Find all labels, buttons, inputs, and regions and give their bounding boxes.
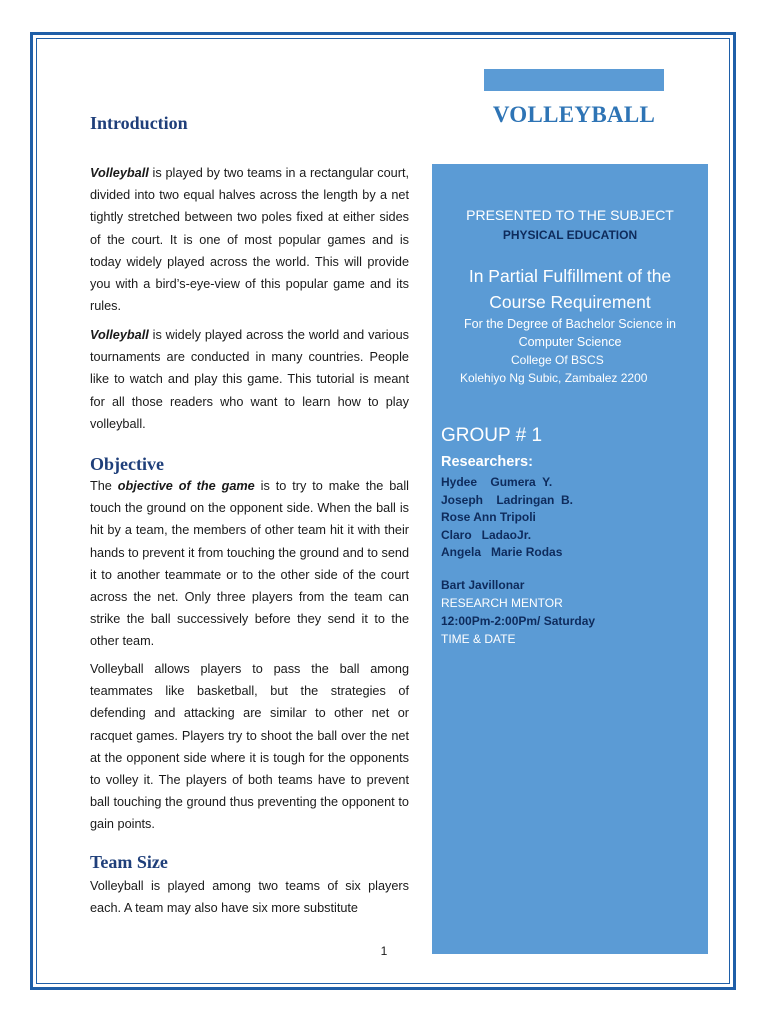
objective-paragraph-2: Volleyball allows players to pass the ball among teammates like basketball, but the strategies of defending and attacking are similar to other net or racquet games. Players try to shoot the ball over the net at the opponent side where it is tough for the opponents to volley it. The players of both teams have to prevent ball touching the ground thus preventing the opponent to gain points. xyxy=(90,662,409,832)
degree-line-2: Computer Science xyxy=(518,335,622,349)
group-label: GROUP # 1 xyxy=(441,425,543,446)
intro-paragraph-1 xyxy=(90,162,409,317)
intro-p2-lead: Volleyball xyxy=(90,328,149,342)
college-text: College Of BSCS xyxy=(511,353,604,367)
partial-fulfillment-line-1: In Partial Fulfillment of the xyxy=(468,266,672,286)
title-accent-bar xyxy=(484,69,664,91)
intro-p1-text: is played by two teams in a rectangular court, divided into two equal halves across the length by a net tightly stretched between two poles fixed at either sides of the court. It is one of most popular games and is today widely played across the world. This will provide you with a bird’s-eye-view of this popular game and its rules. xyxy=(90,166,409,314)
time-label: TIME & DATE xyxy=(441,632,516,646)
objective-heading: Objective xyxy=(90,454,164,474)
researcher-name: Hydee Gumera Y. xyxy=(441,475,553,489)
researcher-name: Claro LadaoJr. xyxy=(441,527,532,542)
obj-p1-pre: The xyxy=(90,479,118,493)
intro-p2-text: is widely played across the world and various tournaments are conducted in many countries. People like to watch and play this game. This tutorial is meant for all those readers who want to learn how to play volleyball. xyxy=(90,328,409,431)
researchers-label: Researchers: xyxy=(441,454,533,470)
researcher-name: Rose Ann Tripoli xyxy=(441,510,536,525)
introduction-heading: Introduction xyxy=(90,113,188,133)
intro-p1-lead: Volleyball xyxy=(90,166,149,180)
team-size-heading: Team Size xyxy=(90,852,168,872)
researchers-list xyxy=(441,474,573,562)
obj-p1-lead: objective of the game xyxy=(117,479,255,493)
cover-info-panel xyxy=(432,164,708,954)
team-size-paragraph: Volleyball is played among two teams of six players each. A team may also have six more substitute xyxy=(90,879,409,916)
address-text: Kolehiyo Ng Subic, Zambalez 2200 xyxy=(460,371,648,385)
page-number: 1 xyxy=(380,944,388,958)
mentor-label: RESEARCH MENTOR xyxy=(441,596,563,610)
intro-paragraph-2 xyxy=(90,324,409,435)
obj-p1-text: is to try to make the ball touch the ground on the opponent side. When the ball is hit by a team, the members of other team hit it with their hands to prevent it from touching the ground and to send it to another teammate or to the other side of the court across the net. Only three players from the team can strike the ball successively before they send it to the other team. xyxy=(90,479,409,649)
researcher-name: Angela Marie Rodas xyxy=(441,545,563,560)
subject-text: PHYSICAL EDUCATION xyxy=(502,228,638,242)
researcher-name: Joseph Ladringan B. xyxy=(441,492,574,507)
document-title: VOLLEYBALL xyxy=(492,102,656,127)
time-value: 12:00Pm-2:00Pm/ Saturday xyxy=(441,614,596,628)
degree-line-1: For the Degree of Bachelor Science in xyxy=(464,317,676,331)
partial-fulfillment-line-2: Course Requirement xyxy=(489,292,651,312)
mentor-name: Bart Javillonar xyxy=(441,578,525,592)
objective-paragraph-1 xyxy=(90,475,409,653)
presented-to-text: PRESENTED TO THE SUBJECT xyxy=(466,207,674,223)
